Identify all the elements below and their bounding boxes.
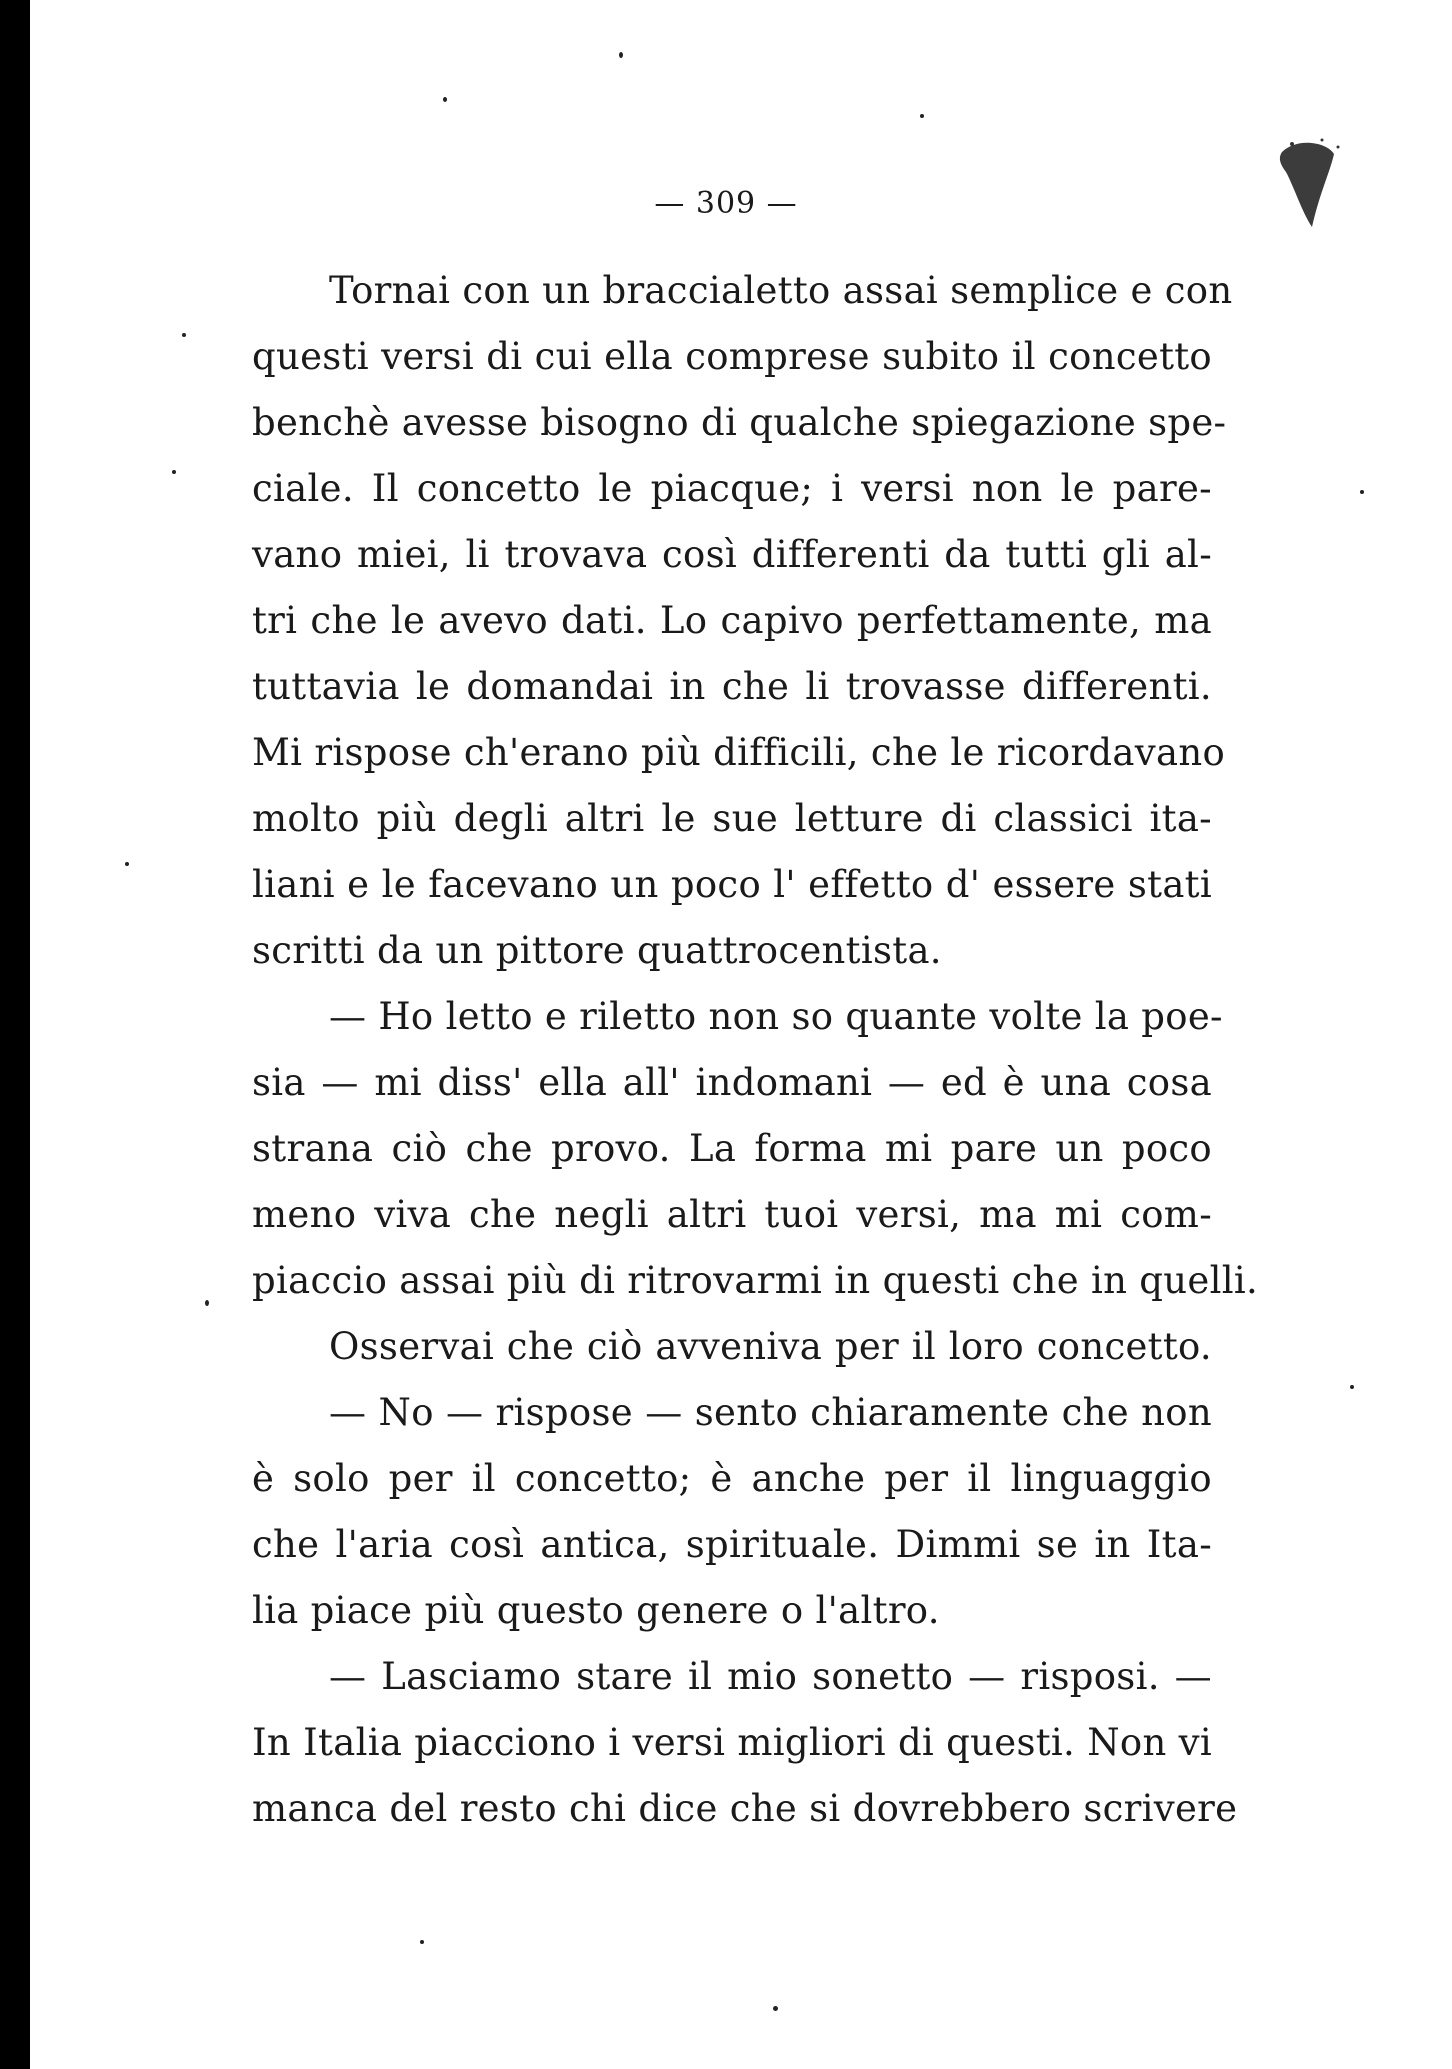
paper-speck [1350, 1385, 1354, 1389]
text-line: piaccio assai più di ritrovarmi in questi che in quelli. [252, 1259, 1259, 1302]
text-line: meno viva che negli altri tuoi versi, ma mi com- [252, 1193, 1212, 1236]
text-line: scritti da un pittore quattrocentista. [252, 929, 942, 972]
text-line: sia — mi diss' ella all' indomani — ed è una cosa [252, 1061, 1212, 1104]
text-line: tuttavia le domandai in che li trovasse differenti. [252, 665, 1212, 708]
paper-speck [420, 1940, 424, 1944]
text-line: — Lasciamo stare il mio sonetto — risposi. — [329, 1655, 1212, 1698]
text-line: benchè avesse bisogno di qualche spiegazione spe- [252, 401, 1227, 444]
paper-speck [773, 2006, 778, 2011]
text-line: molto più degli altri le sue letture di classici ita- [252, 797, 1212, 840]
paper-speck [920, 114, 924, 118]
text-line: questi versi di cui ella comprese subito il concetto [252, 335, 1212, 378]
text-line: Mi rispose ch'erano più difficili, che le ricordavano [252, 731, 1226, 774]
paper-speck [205, 1300, 209, 1306]
text-line: che l'aria così antica, spirituale. Dimmi se in Ita- [252, 1523, 1212, 1566]
page-number: — 309 — [654, 186, 798, 221]
paper-speck [182, 333, 186, 337]
paper-speck [443, 97, 447, 102]
text-line: ciale. Il concetto le piacque; i versi non le pare- [252, 467, 1212, 510]
paper-speck [172, 470, 176, 474]
binding-edge [0, 0, 30, 2069]
text-line: In Italia piacciono i versi migliori di questi. Non vi [252, 1721, 1212, 1764]
text-line: Osservai che ciò avveniva per il loro concetto. [329, 1325, 1212, 1368]
text-line: manca del resto chi dice che si dovrebbero scrivere [252, 1787, 1238, 1830]
text-line: vano miei, li trovava così differenti da tutti gli al- [252, 533, 1212, 576]
text-line: è solo per il concetto; è anche per il linguaggio [252, 1457, 1212, 1500]
paper-speck [619, 52, 623, 58]
text-line: — No — rispose — sento chiaramente che non [329, 1391, 1212, 1434]
text-line: Tornai con un braccialetto assai semplice e con [329, 269, 1233, 312]
body-text [252, 258, 1259, 1842]
text-line: — Ho letto e riletto non so quante volte la poe- [329, 995, 1223, 1038]
text-line: lia piace più questo genere o l'altro. [252, 1589, 940, 1632]
text-line: liani e le facevano un poco l' effetto d' essere stati [252, 863, 1212, 906]
text-line: strana ciò che provo. La forma mi pare un poco [252, 1127, 1212, 1170]
paper-speck [1360, 490, 1364, 494]
paper-speck [125, 862, 129, 866]
text-line: tri che le avevo dati. Lo capivo perfettamente, ma [252, 599, 1212, 642]
